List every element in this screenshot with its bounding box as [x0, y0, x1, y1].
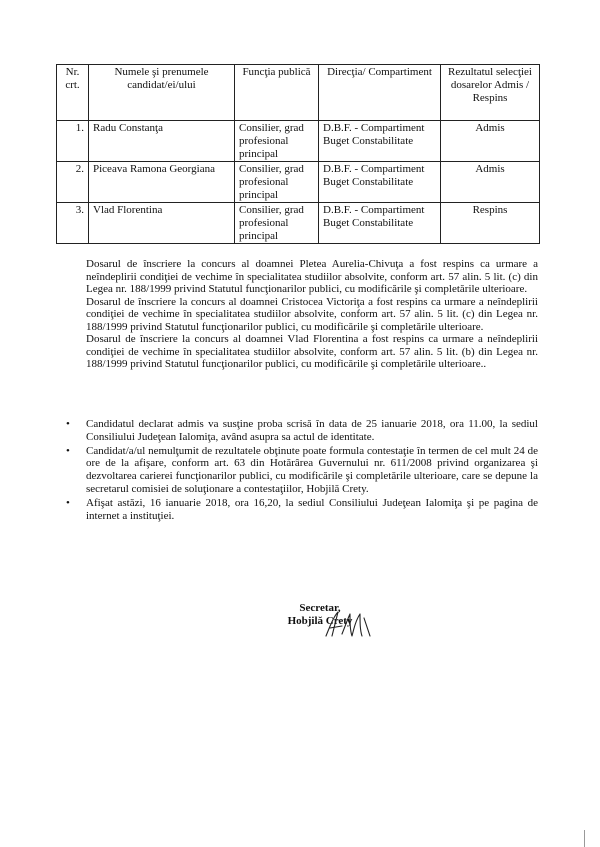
rejection-notes: [86, 258, 538, 371]
row-name: Piceava Ramona Georgiana: [89, 162, 235, 203]
header-nr: Nr. crt.: [57, 65, 89, 121]
header-function: Funcţia publică: [235, 65, 319, 121]
row-nr: 3.: [57, 203, 89, 244]
results-table: [56, 64, 540, 244]
row-direction: D.B.F. - Compartiment Buget Constabilitate: [319, 121, 441, 162]
row-direction: D.B.F. - Compartiment Buget Constabilitate: [319, 162, 441, 203]
row-nr: 1.: [57, 121, 89, 162]
row-nr: 2.: [57, 162, 89, 203]
row-direction: D.B.F. - Compartiment Buget Constabilitate: [319, 203, 441, 244]
row-name: Vlad Florentina: [89, 203, 235, 244]
signature-title: Secretar,: [299, 602, 341, 614]
row-function: Consilier, grad profesional principal: [235, 162, 319, 203]
bullet-text: Afişat astăzi, 16 ianuarie 2018, ora 16,20, la sediul Consiliului Judeţean Ialomiţa şi pe pagina de internet a instituţiei.: [86, 496, 538, 522]
row-result: Respins: [441, 203, 540, 244]
row-function: Consilier, grad profesional principal: [235, 203, 319, 244]
bullet-text: Candidatul declarat admis va susţine proba scrisă în data de 25 ianuarie 2018, ora 11.00, la sediul Consiliului Judeţean Ialomiţa, având asupra sa actul de identitate.: [86, 418, 538, 443]
bullet-text: Candidat/a/ul nemulţumit de rezultatele obţinute poate formula contestaţie în termen de cel mult 24 de ore de la afişare, conform art. 63 din Hotărârea Guvernului nr. 611/2008 privind organizarea şi dezvoltarea carierei funcţionarilor publici, cu modificările şi completările ulterioare, care se depune la secretarul comisiei de soluţionare a contestaţiilor, Hobjilă Crety.: [86, 444, 538, 495]
row-result: Admis: [441, 121, 540, 162]
paragraph-rejection-1: Dosarul de înscriere la concurs al doamnei Pletea Aurelia-Chivuţa a fost respins ca urmare a neîndeplirii condiţiei de vechime în specialitatea studiilor absolvite, conform art. 57 alin. 5 lit. (c) din Legea nr. 188/1999 privind Statutul funcţionarilor publici, cu modificările şi completările ulterioare.: [86, 258, 538, 295]
bullet-icon: •: [66, 418, 70, 430]
paragraph-rejection-2: Dosarul de înscriere la concurs al doamnei Cristocea Victoriţa a fost respins ca urmare a neîndeplirii condiţiei de vechime în specialitatea studiilor absolvite, conform art. 57 alin. 5 lit. (c) din Legea nr. 188/1999 privind Statutul funcţionarilor publici, cu modificările şi completările ulterioare.: [86, 295, 538, 333]
scan-edge-line: [584, 830, 585, 847]
header-result: Rezultatul selecţiei dosarelor Admis / Respins: [441, 65, 540, 121]
handwritten-signature-icon: [320, 608, 376, 642]
table-row: [57, 121, 540, 162]
row-function: Consilier, grad profesional principal: [235, 121, 319, 162]
bullet-item-posted: [64, 497, 538, 523]
table-row: [57, 203, 540, 244]
table-header-row: [57, 65, 540, 121]
row-result: Admis: [441, 162, 540, 203]
table-row: [57, 162, 540, 203]
header-direction: Direcţia/ Compartiment: [319, 65, 441, 121]
header-name: Numele şi prenumele candidat/ei/ului: [89, 65, 235, 121]
bullet-icon: •: [66, 496, 70, 509]
signature-name: Hobjilă Crety: [287, 615, 353, 627]
bullet-list: [64, 418, 538, 523]
paragraph-rejection-3: Dosarul de înscriere la concurs al doamnei Vlad Florentina a fost respins ca urmare a neîndeplirii condiţiei de vechime în specialitatea studiilor absolvite, conform art. 57 alin. 5 lit. (b) din Legea nr. 188/1999 privind Statutul funcţionarilor publici, cu modificările şi completările ulterioare..: [86, 333, 538, 370]
row-name: Radu Constanţa: [89, 121, 235, 162]
bullet-item-contest: [64, 445, 538, 496]
bullet-icon: •: [66, 444, 70, 457]
bullet-item-exam: [64, 418, 538, 444]
